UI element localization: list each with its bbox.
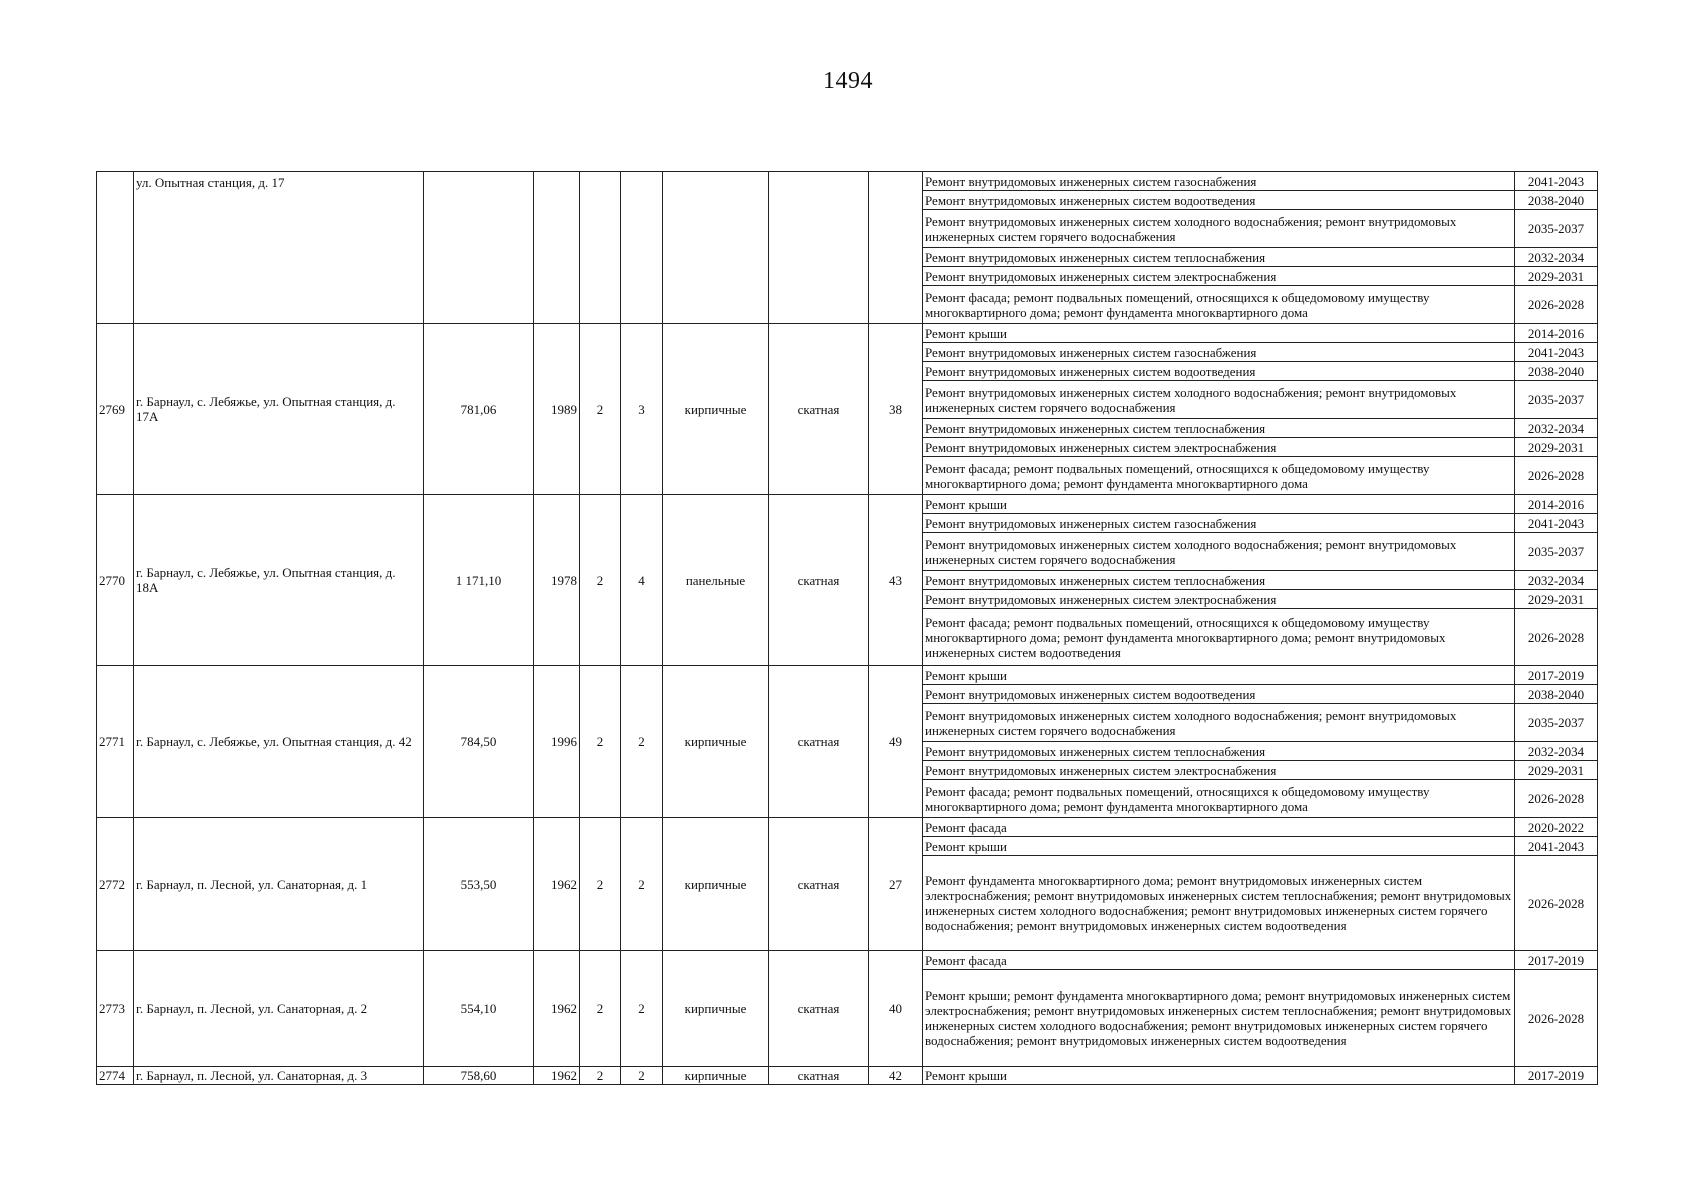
floors-cell: 2 [580,1067,621,1085]
residents-count-cell: 27 [869,818,923,951]
entrances-cell: 2 [621,666,663,818]
work-period-cell: 2017-2019 [1515,666,1598,685]
residents-count-cell: 42 [869,1067,923,1085]
year-cell: 1962 [534,951,580,1067]
wall-material-cell: кирпичные [663,951,769,1067]
work-period-cell: 2029-2031 [1515,590,1598,609]
residents-count-cell: 43 [869,495,923,666]
residents-count-cell: 49 [869,666,923,818]
work-period-cell: 2017-2019 [1515,1067,1598,1085]
work-period-cell: 2032-2034 [1515,571,1598,590]
work-type-cell: Ремонт внутридомовых инженерных систем холодного водоснабжения; ремонт внутридомовых инженерных систем горячего водоснабжения [923,210,1515,248]
work-type-cell: Ремонт внутридомовых инженерных систем водоотведения [923,685,1515,704]
work-period-cell: 2026-2028 [1515,970,1598,1067]
work-type-cell: Ремонт внутридомовых инженерных систем электроснабжения [923,761,1515,780]
work-type-cell: Ремонт внутридомовых инженерных систем холодного водоснабжения; ремонт внутридомовых инженерных систем горячего водоснабжения [923,381,1515,419]
work-type-cell: Ремонт крыши [923,837,1515,856]
table-row [97,951,1598,970]
area-cell: 1 171,10 [424,495,534,666]
area-cell [424,172,534,324]
floors-cell [580,172,621,324]
work-period-cell: 2038-2040 [1515,362,1598,381]
work-period-cell: 2026-2028 [1515,856,1598,951]
house-number-cell: 2772 [97,818,134,951]
area-cell: 553,50 [424,818,534,951]
housing-registry-table [96,171,1598,1085]
table-row [97,666,1598,685]
work-type-cell: Ремонт внутридомовых инженерных систем электроснабжения [923,590,1515,609]
roof-type-cell: скатная [769,1067,869,1085]
address-cell: г. Барнаул, с. Лебяжье, ул. Опытная станция, д. 42 [134,666,424,818]
roof-type-cell: скатная [769,951,869,1067]
roof-type-cell: скатная [769,495,869,666]
work-period-cell: 2026-2028 [1515,457,1598,495]
house-number-cell: 2774 [97,1067,134,1085]
work-type-cell: Ремонт внутридомовых инженерных систем газоснабжения [923,514,1515,533]
work-type-cell: Ремонт внутридомовых инженерных систем газоснабжения [923,172,1515,191]
roof-type-cell: скатная [769,324,869,495]
work-type-cell: Ремонт крыши [923,324,1515,343]
entrances-cell: 4 [621,495,663,666]
residents-count-cell: 40 [869,951,923,1067]
address-cell: г. Барнаул, с. Лебяжье, ул. Опытная станция, д. 18А [134,495,424,666]
work-type-cell: Ремонт внутридомовых инженерных систем водоотведения [923,191,1515,210]
floors-cell: 2 [580,666,621,818]
year-cell: 1978 [534,495,580,666]
entrances-cell [621,172,663,324]
work-type-cell: Ремонт внутридомовых инженерных систем теплоснабжения [923,571,1515,590]
work-type-cell: Ремонт внутридомовых инженерных систем теплоснабжения [923,248,1515,267]
table-row [97,324,1598,343]
work-period-cell: 2032-2034 [1515,248,1598,267]
work-type-cell: Ремонт крыши; ремонт фундамента многоквартирного дома; ремонт внутридомовых инженерных систем электроснабжения; ремонт внутридомовых инженерных систем теплоснабжения; ремонт внутридомовых инженерных систем холодного водоснабжения; ремонт внутридомовых инженерных систем горячего водоснабжения; ремонт внутридомовых инженерных систем водоотведения [923,970,1515,1067]
work-period-cell: 2029-2031 [1515,267,1598,286]
work-period-cell: 2014-2016 [1515,495,1598,514]
floors-cell: 2 [580,951,621,1067]
work-period-cell: 2026-2028 [1515,286,1598,324]
roof-type-cell: скатная [769,666,869,818]
year-cell: 1996 [534,666,580,818]
year-cell: 1989 [534,324,580,495]
work-type-cell: Ремонт крыши [923,666,1515,685]
work-type-cell: Ремонт внутридомовых инженерных систем электроснабжения [923,438,1515,457]
floors-cell: 2 [580,324,621,495]
work-period-cell: 2041-2043 [1515,837,1598,856]
wall-material-cell: кирпичные [663,324,769,495]
house-number-cell: 2769 [97,324,134,495]
area-cell: 758,60 [424,1067,534,1085]
work-type-cell: Ремонт внутридомовых инженерных систем электроснабжения [923,267,1515,286]
address-cell: г. Барнаул, п. Лесной, ул. Санаторная, д. 1 [134,818,424,951]
work-type-cell: Ремонт фасада; ремонт подвальных помещений, относящихся к общедомовому имуществу многоквартирного дома; ремонт фундамента многоквартирного дома [923,457,1515,495]
wall-material-cell: кирпичные [663,666,769,818]
house-number-cell [97,172,134,324]
year-cell: 1962 [534,1067,580,1085]
area-cell: 781,06 [424,324,534,495]
address-cell: г. Барнаул, п. Лесной, ул. Санаторная, д. 3 [134,1067,424,1085]
work-period-cell: 2020-2022 [1515,818,1598,837]
residents-count-cell [869,172,923,324]
table-row [97,1067,1598,1085]
address-cell: г. Барнаул, п. Лесной, ул. Санаторная, д. 2 [134,951,424,1067]
work-type-cell: Ремонт фасада [923,818,1515,837]
table-row [97,818,1598,837]
work-period-cell: 2029-2031 [1515,761,1598,780]
work-period-cell: 2026-2028 [1515,780,1598,818]
work-period-cell: 2035-2037 [1515,210,1598,248]
work-period-cell: 2035-2037 [1515,704,1598,742]
house-number-cell: 2770 [97,495,134,666]
entrances-cell: 2 [621,951,663,1067]
work-period-cell: 2035-2037 [1515,533,1598,571]
registry-body [97,172,1598,1085]
area-cell: 554,10 [424,951,534,1067]
work-type-cell: Ремонт фасада; ремонт подвальных помещений, относящихся к общедомовому имуществу многоквартирного дома; ремонт фундамента многоквартирного дома; ремонт внутридомовых инженерных систем водоотведения [923,609,1515,666]
entrances-cell: 2 [621,818,663,951]
work-type-cell: Ремонт внутридомовых инженерных систем теплоснабжения [923,742,1515,761]
work-type-cell: Ремонт фасада; ремонт подвальных помещений, относящихся к общедомовому имуществу многоквартирного дома; ремонт фундамента многоквартирного дома [923,780,1515,818]
house-number-cell: 2771 [97,666,134,818]
work-type-cell: Ремонт крыши [923,1067,1515,1085]
work-type-cell: Ремонт фундамента многоквартирного дома; ремонт внутридомовых инженерных систем электроснабжения; ремонт внутридомовых инженерных систем теплоснабжения; ремонт внутридомовых инженерных систем холодного водоснабжения; ремонт внутридомовых инженерных систем горячего водоснабжения; ремонт внутридомовых инженерных систем водоотведения [923,856,1515,951]
work-type-cell: Ремонт внутридомовых инженерных систем холодного водоснабжения; ремонт внутридомовых инженерных систем горячего водоснабжения [923,533,1515,571]
wall-material-cell: кирпичные [663,1067,769,1085]
page-number: 1494 [823,68,873,94]
work-period-cell: 2029-2031 [1515,438,1598,457]
floors-cell: 2 [580,495,621,666]
work-type-cell: Ремонт внутридомовых инженерных систем водоотведения [923,362,1515,381]
address-cell: ул. Опытная станция, д. 17 [134,172,424,324]
table-row [97,495,1598,514]
table-row [97,172,1598,191]
year-cell [534,172,580,324]
work-period-cell: 2041-2043 [1515,172,1598,191]
work-period-cell: 2026-2028 [1515,609,1598,666]
roof-type-cell: скатная [769,818,869,951]
entrances-cell: 3 [621,324,663,495]
entrances-cell: 2 [621,1067,663,1085]
work-period-cell: 2017-2019 [1515,951,1598,970]
work-type-cell: Ремонт внутридомовых инженерных систем холодного водоснабжения; ремонт внутридомовых инженерных систем горячего водоснабжения [923,704,1515,742]
work-type-cell: Ремонт фасада [923,951,1515,970]
work-type-cell: Ремонт внутридомовых инженерных систем теплоснабжения [923,419,1515,438]
work-type-cell: Ремонт фасада; ремонт подвальных помещений, относящихся к общедомовому имуществу многоквартирного дома; ремонт фундамента многоквартирного дома [923,286,1515,324]
wall-material-cell: панельные [663,495,769,666]
work-type-cell: Ремонт крыши [923,495,1515,514]
work-period-cell: 2014-2016 [1515,324,1598,343]
work-period-cell: 2038-2040 [1515,191,1598,210]
work-period-cell: 2041-2043 [1515,343,1598,362]
work-period-cell: 2032-2034 [1515,742,1598,761]
house-number-cell: 2773 [97,951,134,1067]
work-type-cell: Ремонт внутридомовых инженерных систем газоснабжения [923,343,1515,362]
year-cell: 1962 [534,818,580,951]
address-cell: г. Барнаул, с. Лебяжье, ул. Опытная станция, д. 17А [134,324,424,495]
work-period-cell: 2035-2037 [1515,381,1598,419]
roof-type-cell [769,172,869,324]
wall-material-cell: кирпичные [663,818,769,951]
work-period-cell: 2038-2040 [1515,685,1598,704]
residents-count-cell: 38 [869,324,923,495]
area-cell: 784,50 [424,666,534,818]
floors-cell: 2 [580,818,621,951]
wall-material-cell [663,172,769,324]
work-period-cell: 2032-2034 [1515,419,1598,438]
work-period-cell: 2041-2043 [1515,514,1598,533]
